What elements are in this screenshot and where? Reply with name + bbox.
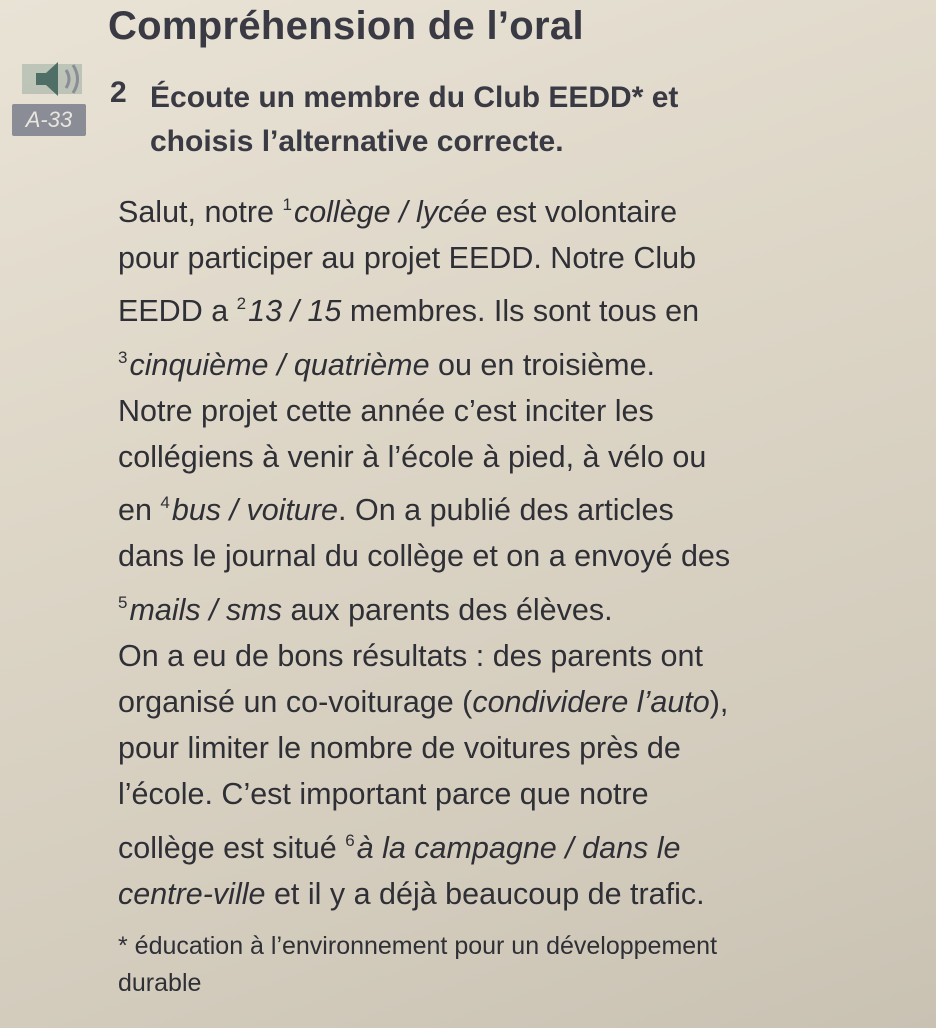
text-line [118,871,908,917]
text-fragment: et il y a déjà beaucoup de trafic. [265,876,705,911]
item-number: 6 [345,830,355,850]
text-fragment: ), [709,685,729,720]
text-line: pour limiter le nombre de voitures près de [118,731,681,766]
text-fragment: membres. Ils sont tous en [341,294,700,329]
text-fragment: organisé un co-voiturage ( [118,685,473,720]
choice-option[interactable]: bus / voiture [171,493,339,528]
choice-option[interactable]: centre-ville [118,876,266,911]
text-line [118,182,908,235]
text-line: Notre projet cette année c’est inciter les [118,393,654,428]
choice-option[interactable]: collège / lycée [293,195,488,229]
section-title: Compréhension de l’oral [108,4,584,48]
italian-gloss: condividere l’auto [472,685,710,720]
text-line [118,580,908,633]
footnote [118,928,918,1002]
text-fragment: aux parents des élèves. [281,592,613,627]
exercise-instruction [150,76,870,164]
text-line: collégiens à venir à l’école à pied, à vélo ou [118,440,707,475]
item-number: 4 [160,493,170,513]
choice-option[interactable]: mails / sms [129,592,282,627]
text-line [118,818,908,871]
text-line: dans le journal du collège et on a envoyé des [118,539,731,574]
exercise-number: 2 [110,76,127,109]
item-number: 5 [118,592,128,612]
text-fragment: en [118,493,161,528]
text-line [118,281,908,334]
text-line: pour participer au projet EEDD. Notre Club [118,241,697,276]
track-number-badge: A-33 [12,104,86,136]
choice-option[interactable]: à la campagne / dans le [356,830,681,865]
text-fragment: . On a publié des articles [338,493,674,528]
instruction-line: Écoute un membre du Club EEDD* et [150,81,679,114]
text-line [118,480,908,533]
listening-text [118,182,908,917]
text-line: l’école. C’est important parce que notre [118,777,649,812]
choice-option[interactable]: 13 / 15 [248,294,342,329]
text-fragment: collège est situé [118,830,346,865]
text-fragment: EEDD a [118,294,237,329]
text-line: On a eu de bons résultats : des parents ont [118,638,703,673]
text-fragment: est volontaire [487,195,678,229]
item-number: 1 [282,195,292,214]
text-fragment: ou en troisième. [429,347,656,382]
instruction-line: choisis l’alternative correcte. [150,125,564,158]
text-fragment: Salut, notre [118,195,283,229]
item-number: 3 [118,347,128,367]
text-line [118,335,908,388]
text-line [118,679,908,725]
footnote-line: * éducation à l’environnement pour un développement [118,932,718,960]
item-number: 2 [236,294,247,314]
speaker-icon[interactable] [22,56,94,102]
footnote-line: durable [118,969,202,997]
choice-option[interactable]: cinquième / quatrième [129,347,430,382]
